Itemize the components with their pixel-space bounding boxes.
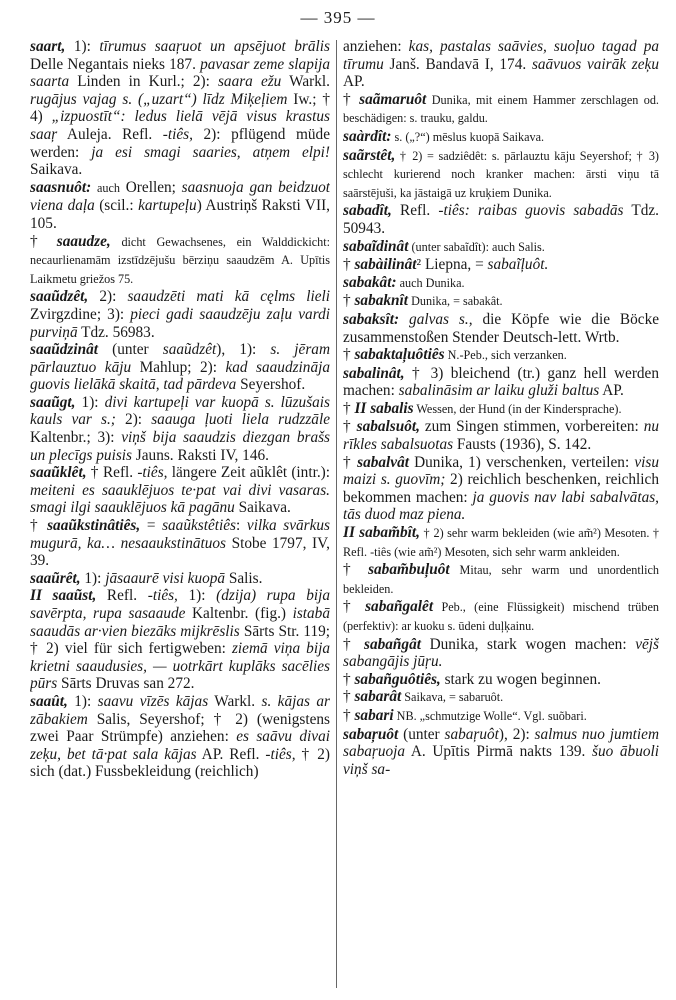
entry-text: †	[343, 561, 369, 579]
entry-text: † 2) = sadziêdêt: s. pārlauztu kāju Seyershof; † 3) schlecht kurierend noch kranker machen: ārsti viņu tā saārstējuši, ka jāstaigā uz kruķiem Dunika.	[343, 148, 659, 200]
entry-text: saasnuoja gan beidzuot viena daļa	[30, 178, 330, 215]
entry-text: saaudzēti mati kā cęlms lieli	[127, 288, 330, 306]
entry-text: Tdz. 50943.	[343, 202, 659, 237]
entry-text: =	[140, 517, 163, 535]
entry-text: (unter	[98, 341, 163, 359]
entry-text: † 2) sehr warm bekleiden (wie am̃²) Mesoten. † Refl. -tiês (wie am̃²) Mesoten, sich sehr warm ankleiden.	[343, 526, 659, 559]
entry-text	[470, 202, 478, 219]
entry-text: Peb., (eine Flüssigkeit) mischend trüben (perfektiv): ar kuoku s. ūdeni duļķainu.	[343, 600, 659, 633]
entry-text: N.-Peb., sich verzanken.	[444, 348, 567, 363]
headword: saaudze,	[56, 232, 111, 250]
dictionary-entry	[343, 91, 659, 128]
entry-text: 2): pflügend müde werden:	[30, 125, 330, 161]
entry-text: vējš sabangājis jūŗu.	[343, 635, 659, 671]
entry-text: -tiês,	[162, 125, 193, 143]
headword: saaũdzêt,	[30, 288, 89, 306]
dictionary-entry	[30, 570, 330, 588]
entry-text: die Köpfe wie die Böcke zusammenstoßen Stender Deutsch-lett. Wrtb.	[343, 310, 659, 346]
entry-text: sabaŗuôt	[444, 725, 499, 743]
entry-text: -tiês:	[438, 202, 470, 220]
entry-text: Mitau, sehr warm und unordentlich bekleiden.	[343, 563, 659, 596]
dictionary-entry	[343, 128, 659, 147]
entry-text: ja esi smagi saaries, atņem elpi!	[91, 143, 330, 161]
headword: saãrstêt,	[343, 146, 396, 164]
headword: saaũgt,	[30, 393, 76, 411]
entry-text: AP.	[599, 382, 624, 400]
headword: sabaŗuôt	[343, 725, 399, 743]
entry-text: kartupeļu	[138, 197, 197, 215]
headword: sabalvât	[357, 453, 409, 471]
headword: saart,	[30, 38, 66, 55]
dictionary-entry	[30, 693, 330, 781]
entry-text: meiteni es saauklējuos te·pat vai divi vasaras. smagi ilgi saauklējuos kā pagānu	[30, 481, 330, 517]
entry-text: (unter sabaĩdît): auch Salis.	[408, 239, 545, 254]
entry-text: Iw.; † 4)	[30, 90, 330, 126]
entry-text: NB. „schmutzige Wolle“. Vgl. suõbari.	[393, 708, 587, 723]
entry-text: ), 2):	[498, 725, 535, 743]
entry-text: kad saaudzināja guovis lielākā skaitā, tad pārdeva	[30, 358, 330, 394]
entry-text: Delle Negantais nieks 187.	[30, 55, 201, 73]
entry-text: -tiês,	[265, 745, 296, 763]
entry-text: ziemā viņa bija krietni saaudusies, — uotrkārt kuplāks sacēlies pūrs	[30, 640, 330, 693]
entry-text: Warkl.	[281, 73, 330, 91]
headword: sabaĩdinât	[343, 237, 409, 255]
headword: sabalsuôt,	[356, 418, 420, 436]
headword: saaũdzinât	[30, 341, 99, 359]
entry-text	[399, 311, 409, 328]
headword: sabaktaļuôtiês	[354, 346, 445, 364]
entry-text: Saikava, = sabaruôt.	[401, 690, 504, 705]
entry-text: †	[343, 346, 355, 364]
headword: saaũkstinâtiês,	[47, 517, 141, 535]
dictionary-entry	[343, 671, 659, 689]
entry-text: pieci gadi saaudzēju zaļu vardi purviņā	[30, 305, 330, 341]
entry-text: †	[343, 90, 360, 108]
dictionary-entry	[30, 341, 330, 394]
entry-text: †	[343, 399, 355, 417]
entry-text: Kaltenbr.; 3):	[30, 429, 122, 447]
entry-text: Tdz. 56983.	[77, 323, 155, 341]
page-number: — 395 —	[300, 8, 376, 27]
entry-text: †	[343, 688, 355, 706]
headword: sabari	[354, 706, 394, 724]
entry-text: † Refl.	[86, 464, 138, 482]
entry-text: A. Upītis Pirmā nakts 139.	[405, 743, 592, 761]
dictionary-entry	[30, 464, 330, 517]
entry-text: ), 1):	[216, 341, 271, 359]
entry-text: ² Liepna, =	[416, 256, 488, 274]
entry-text: AP.	[343, 73, 365, 91]
headword: sabam̃buļuôt	[368, 561, 450, 579]
dictionary-entry	[343, 400, 659, 419]
dictionary-entry	[343, 524, 659, 561]
entry-text: †	[343, 256, 355, 274]
entry-text: (dzija) rupa bija savērpta, rupa sasaaude	[30, 587, 330, 622]
entry-text: istabā saaudās ar·vien biezāks mijkrēslis	[30, 605, 330, 640]
entry-text: †	[343, 670, 355, 688]
headword: sabadît,	[343, 202, 392, 220]
entry-text: zum Singen stimmen, vorbereiten:	[419, 418, 644, 436]
dictionary-entry	[343, 598, 659, 635]
headword: II sabam̃bît,	[343, 524, 420, 542]
entry-text: 2) reichlich beschenken, reichlich bekommen machen:	[343, 471, 659, 506]
entry-text: Seyershof.	[236, 376, 306, 394]
entry-text: †	[30, 517, 48, 535]
entry-text: 1):	[75, 393, 105, 411]
entry-text: stark zu wogen beginnen.	[440, 670, 601, 688]
entry-text: „izpuostīt“: ledus lielā vējā visus krastus saaŗ	[30, 108, 330, 143]
headword: sabañguôtiês,	[354, 670, 441, 688]
entry-text: anziehen:	[343, 38, 409, 55]
headword: sabàilinât	[354, 256, 417, 274]
entry-text: †	[343, 453, 358, 471]
entry-text: (unter	[398, 725, 445, 743]
entry-text: Mahlup; 2):	[131, 358, 226, 376]
entry-text: †	[343, 418, 357, 436]
entry-text: Sārts Druvas san 272.	[57, 675, 195, 693]
entry-text: Dunika, 1) verschenken, verteilen:	[408, 453, 635, 471]
entry-text: nu rīkles sabalsuotas	[343, 418, 659, 454]
headword: sabaksît:	[343, 310, 400, 328]
entry-text: šuo ābuoli viņš sa-	[343, 743, 659, 778]
headword: sabañgât	[364, 635, 421, 653]
headword: saàrdît:	[343, 127, 392, 145]
entry-text: pavasar zeme slapija saarta	[30, 55, 330, 91]
entry-text: dicht Gewachsenes, ein Walddickicht: necaurlienamām izstīdzējušu bērziņu saaudzēm A. Upītis Laikmetu griežos 75.	[30, 234, 330, 286]
dictionary-entry	[343, 202, 659, 237]
entry-text: Refl.	[391, 202, 439, 220]
entry-text: Salis, Seyershof; † 2) (wenigstens zwei Paar Strümpfe) anziehen:	[30, 710, 330, 746]
entry-text: Dunika, mit einem Hammer zerschlagen od. beschädigen: s. trauku, galdu.	[343, 92, 659, 126]
entry-text: saavu vīzēs kājas	[97, 692, 209, 710]
entry-text: salmus nuo jumtiem sabaŗuoja	[343, 725, 659, 761]
headword: sabarât	[354, 688, 402, 706]
entry-text: s. kājas ar zābakiem	[30, 692, 330, 728]
headword: II saaũst,	[30, 587, 97, 605]
dictionary-entry	[343, 365, 659, 400]
dictionary-entry	[343, 707, 659, 726]
entry-text: Janš. Bandavā I, 174.	[383, 55, 532, 73]
entry-text: (scil.:	[94, 197, 139, 215]
entry-text: s. („?“) mēslus kuopā Saikava.	[391, 129, 545, 144]
dictionary-entry	[343, 274, 659, 293]
dictionary-entry	[343, 346, 659, 365]
headword: II sabalis	[354, 399, 414, 417]
entry-text: raibas guovis sabadās	[477, 202, 624, 220]
dictionary-entry	[343, 38, 659, 91]
entry-text: saāvuos vairāk zeķu	[531, 55, 659, 73]
entry-text: Saikava.	[30, 161, 83, 179]
entry-text: AP. Refl.	[196, 745, 266, 763]
entry-text: saaũkstêtiês	[162, 517, 237, 535]
entry-text: Orellen;	[120, 178, 182, 196]
entry-text: es saāvu divai zeķu, bet tā·pat sala kājas	[30, 728, 330, 763]
entry-text: auch Dunika.	[396, 275, 465, 290]
dictionary-entry	[30, 587, 330, 693]
entry-text: saara ežu	[217, 73, 282, 91]
entry-text: Salis.	[225, 569, 263, 587]
entry-text: :	[236, 517, 247, 535]
entry-text: Linden in Kurl.; 2):	[69, 73, 218, 91]
dictionary-entry	[343, 636, 659, 671]
headword: sabakât:	[343, 273, 397, 291]
dictionary-entry	[343, 292, 659, 311]
headword: saasnuôt:	[30, 178, 92, 196]
entry-text: †	[343, 635, 365, 653]
entry-text: tīrumus saaŗuot un apsējuot brālis	[99, 38, 330, 55]
headword: saaũrêt,	[30, 569, 81, 587]
entry-text: Stobe 1797, IV, 39.	[30, 534, 330, 570]
dictionary-entry	[30, 179, 330, 233]
dictionary-entry	[30, 288, 330, 341]
dictionary-entry	[30, 517, 330, 570]
headword: saãmaruôt	[359, 90, 427, 108]
entry-text: Zvirgzdine; 3):	[30, 305, 131, 323]
dictionary-entry	[343, 726, 659, 779]
entry-text: † 2) sich (dat.) Fussbekleidung (reichlich)	[30, 745, 330, 781]
entry-text: Fausts (1936), S. 142.	[453, 436, 592, 454]
entry-text: Auleja. Refl.	[57, 125, 163, 143]
entry-text: 1):	[65, 38, 100, 55]
entry-text: -tiês,	[147, 587, 178, 605]
entry-text: 1):	[67, 692, 98, 710]
dictionary-entry	[343, 561, 659, 598]
entry-text: † 3) bleichend (tr.) ganz hell werden machen:	[343, 364, 659, 400]
entry-text: ja guovis nav labi sabalvātas, tās duod maz piena.	[343, 488, 659, 524]
entry-text: Dunika, = sabakât.	[408, 294, 503, 309]
entry-text: †	[30, 232, 57, 250]
left-column	[30, 38, 330, 992]
entry-text: saauga ļuoti liela rudzzāle	[151, 411, 330, 429]
dictionary-entry	[30, 233, 330, 289]
dictionary-entry	[30, 38, 330, 179]
entry-text: Warkl.	[208, 692, 262, 710]
entry-text: s. jēram pārlauztuo kāju	[30, 341, 330, 376]
headword: sabaknît	[354, 292, 409, 310]
entry-text: 1):	[80, 569, 106, 587]
entry-text: sabalināsim ar laiku gluži baltus	[398, 382, 600, 400]
dictionary-entry	[343, 147, 659, 203]
entry-text: Dunika, stark wogen machen:	[420, 635, 636, 653]
headword: saaût,	[30, 692, 68, 710]
entry-text: Saikava.	[234, 499, 291, 517]
entry-text: visu maizi s. guovīm;	[343, 453, 659, 489]
entry-text: †	[343, 598, 366, 616]
entry-text: rugājus vajag s. („uzart“) līdz Miķeļiem	[30, 90, 288, 108]
entry-text: auch	[96, 180, 120, 195]
entry-text: 2):	[88, 288, 128, 306]
entry-text: längere Zeit aũklêt (intr.):	[167, 464, 330, 482]
entry-text: 1):	[177, 587, 217, 605]
dictionary-entry	[343, 256, 659, 274]
dictionary-entry	[343, 238, 659, 257]
entry-text: divi kartupeļi var kuopā s. lūzušais kauls var s.;	[30, 393, 330, 429]
headword: sabañgalêt	[365, 598, 434, 616]
entry-text: jāsaaurē visi kuopā	[105, 569, 226, 587]
entry-text: 2):	[115, 411, 152, 429]
dictionary-entry	[343, 311, 659, 346]
entry-text: -tiês,	[137, 464, 168, 482]
column-divider	[336, 40, 337, 988]
entry-text: kas, pastalas saāvies, suoļuo tagad pa tīrumu	[343, 38, 659, 73]
entry-text: vilka svārkus mugurā, ka… nesaaukstinātuos	[30, 517, 330, 552]
headword: saaũklêt,	[30, 464, 87, 482]
entry-text: saaũdzêt	[162, 341, 217, 359]
entry-text: Sārts Str. 119; † 2) viel für sich fertigweben:	[30, 622, 330, 658]
entry-text: †	[343, 706, 355, 724]
entry-text: viņš bija saaudzis diezgan brašs un plecīgs puisis	[30, 429, 330, 464]
entry-text: Wessen, der Hund (in der Kindersprache).	[413, 401, 622, 416]
entry-text: sabaĩļuôt.	[487, 256, 549, 274]
dictionary-entry	[30, 394, 330, 464]
headword: sabalinât,	[343, 364, 405, 382]
dictionary-entry	[343, 418, 659, 453]
dictionary-entry	[343, 688, 659, 707]
dictionary-entry	[343, 454, 659, 524]
entry-text: Jauns. Raksti IV, 146.	[131, 446, 269, 464]
entry-text: ) Austriņš Raksti VII, 105.	[30, 197, 330, 232]
entry-text: galvas s.,	[409, 310, 473, 328]
entry-text: †	[343, 292, 355, 310]
entry-text: Kaltenbr. (fig.)	[185, 605, 293, 622]
entry-text: Refl.	[96, 587, 148, 605]
right-column	[343, 38, 659, 992]
